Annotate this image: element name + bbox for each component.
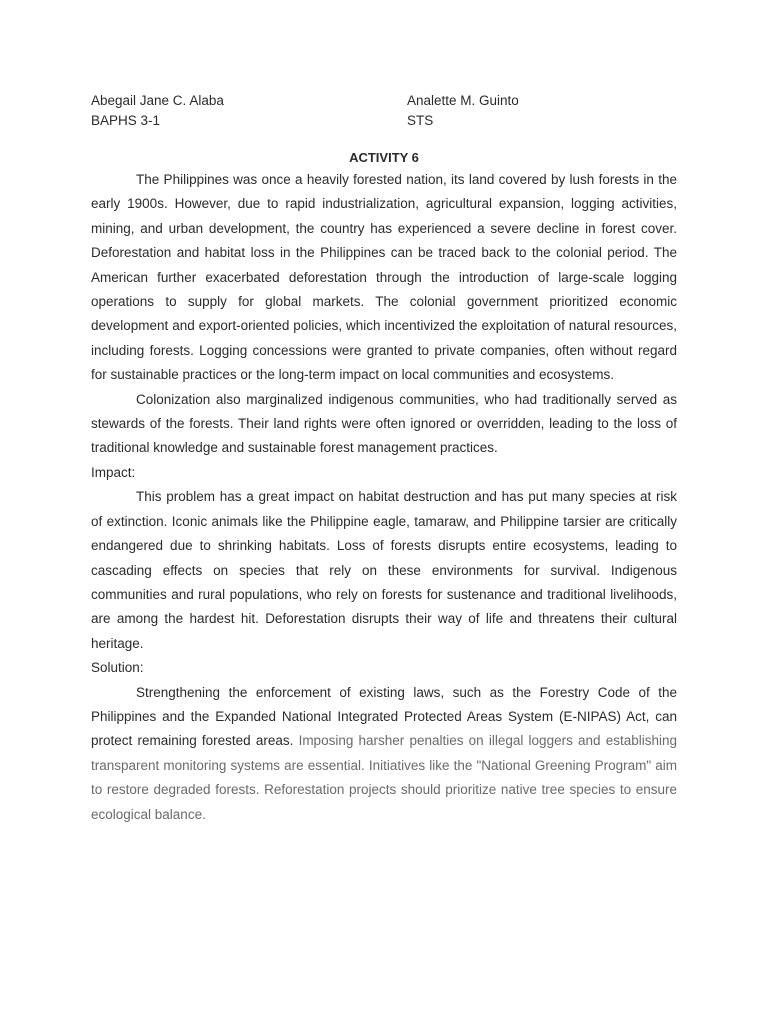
paragraph-impact: This problem has a great impact on habitat destruction and has put many species at risk of extinction. Iconic animals like the Philippine eagle, tamaraw, and Philippine tarsier are critically endangered due to shrinking habitats. Loss of forests disrupts entire ecosystems, leading to cascading effects on species that rely on these environments for survival. Indigenous communities and rural populations, who rely on forests for sustenance and traditional livelihoods, are among the hardest hit. Deforestation disrupts their way of life and threatens their cultural heritage. [91,489,677,651]
author-name: Abegail Jane C. Alaba [91,93,224,108]
header-left-column [91,91,391,131]
subject-name: STS [407,113,434,128]
solution-label: Solution: [91,660,144,676]
document-body [91,148,677,827]
author-section: BAPHS 3-1 [91,113,161,128]
impact-label: Impact: [91,464,136,480]
paragraph-colonization: Colonization also marginalized indigenous communities, who had traditionally served as stewards of the forests. Their land rights were often ignored or overridden, leading to the loss of traditional knowledge and sustainable forest management practices. [91,391,677,456]
document-title: ACTIVITY 6 [349,150,419,165]
paragraph-intro: The Philippines was once a heavily forested nation, its land covered by lush forests in the early 1900s. However, due to rapid industrialization, agricultural expansion, logging activities, mining, and urban development, the country has experienced a severe decline in forest cover. Deforestation and habitat loss in the Philippines can be traced back to the colonial period. The American further exacerbated deforestation through the introduction of large-scale logging operations to supply for global markets. The colonial government prioritized economic development and export-oriented policies, which incentivized the exploitation of natural resources, including forests. Logging concessions were granted to private companies, often without regard for sustainable practices or the long-term impact on local communities and ecosystems. [91,172,677,383]
solution-main-text: Strengthening the enforcement of existing laws, such as the Forestry Code of the Philippines and the Expanded National Integrated Protected Areas System (E-NIPAS) Act, can protect remaining forested areas. [91,684,677,749]
header-right-column [407,91,687,131]
solution-faded-text: Imposing harsher penalties on illegal loggers and establishing transparent monitoring systems are essential. Initiatives like the "National Greening Program" aim to restore degraded forests. Reforestation projects should prioritize native tree species to ensure ecological balance. [91,733,677,822]
paragraph-solution [91,681,677,827]
instructor-name: Analette M. Guinto [407,93,519,108]
